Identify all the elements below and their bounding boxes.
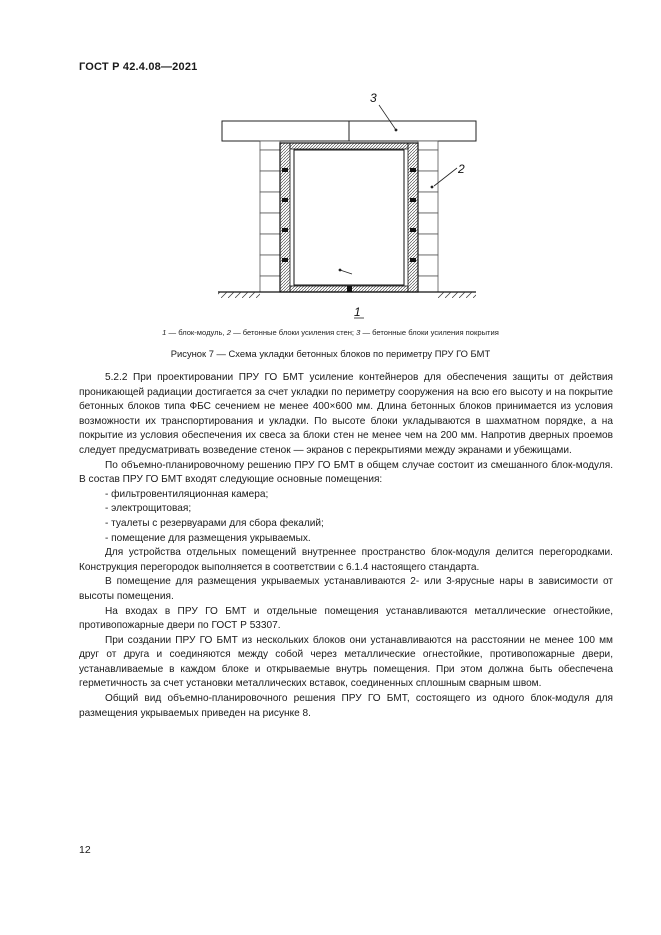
left-wall-concrete-blocks — [260, 141, 280, 292]
right-wall-concrete-blocks — [418, 141, 438, 292]
body-text — [79, 371, 613, 721]
list-item: - помещение для размещения укрываемых. — [105, 532, 311, 544]
legend-num-1: 1 — [162, 328, 167, 337]
figure-legend — [0, 328, 661, 337]
legend-text-2: — бетонные блоки усиления стен; — [230, 328, 357, 337]
paragraph-general-view: Общий вид объемно-планировочного решения ПРУ ГО БМТ, состоящего из одного блок-модуля для размещения укрываемых приведен на рисунке 8. — [79, 693, 613, 719]
legend-num-2: 2 — [226, 328, 231, 337]
figure-caption: Рисунок 7 — Схема укладки бетонных блоков по периметру ПРУ ГО БМТ — [170, 348, 491, 359]
callout-1: 1 — [354, 305, 361, 319]
figure-7-schematic — [214, 88, 476, 319]
legend-text-3: — бетонные блоки усиления покрытия — [360, 328, 499, 337]
callout-3: 3 — [370, 91, 377, 105]
paragraph-composition: По объемно-планировочному решению ПРУ ГО БМТ в общем случае состоит из смешанного блок-модуля. В состав ПРУ ГО БМТ входят следующие основные помещения: — [79, 459, 613, 486]
paragraph-bunks: В помещение для размещения укрываемых устанавливаются 2- или 3-ярусные нары в зависимости от высоты помещения. — [79, 576, 613, 602]
ground-line — [218, 292, 476, 298]
paragraph-partitions: Для устройства отдельных помещений внутреннее пространство блок-модуля делится перегородками. Конструкция перегородок выполняется в соответствии с 6.1.4 настоящего стандарта. — [79, 547, 613, 573]
list-item: - электрощитовая; — [105, 503, 192, 515]
legend-text-1: — блок-модуль, — [166, 328, 227, 337]
callout-2: 2 — [458, 162, 465, 176]
legend-num-3: 3 — [356, 328, 361, 337]
paragraph-multiple-blocks: При создании ПРУ ГО БМТ из нескольких блоков они устанавливаются на расстоянии не менее 100 мм друг от друга и соединяются между собой через металлические огнестойкие, противопожарные двери, устанавливаемые в каждом блоке и открываемые внутрь помещения. При этом должна быть обеспечена герметичность за счет установки металлических вставок, соединенных сплошным сварным швом. — [79, 634, 613, 690]
page-number: 12 — [79, 844, 91, 856]
paragraph-doors: На входах в ПРУ ГО БМТ и отдельные помещения устанавливаются металлические огнестойкие, противопожарные двери по ГОСТ Р 53307. — [79, 605, 613, 632]
paragraph-5-2-2: 5.2.2 При проектировании ПРУ ГО БМТ усиление контейнеров для обеспечения защиты от действия проникающей радиации достигается за счет укладки по периметру сооружения на всю его высоту и на покрытие бетонных блоков типа ФБС сечением не менее 400×600 мм. Длина бетонных блоков принимается из условия возможности их транспортирования и укладки. По высоте блоки укладываются в шахматном порядке, а на покрытие из условия обеспечения их свеса за блоки стен не менее чем на 200 мм. Напротив дверных проемов следует предусматривать возведение стенок — экранов с перекрытиями между экранами и убежищами. — [79, 372, 613, 456]
list-item: - фильтровентиляционная камера; — [105, 488, 269, 500]
document-code: ГОСТ Р 42.4.08—2021 — [79, 61, 198, 73]
roof-concrete-blocks — [222, 121, 476, 141]
list-item: - туалеты с резервуарами для сбора фекалий; — [105, 517, 324, 529]
container-block-module — [280, 143, 418, 292]
